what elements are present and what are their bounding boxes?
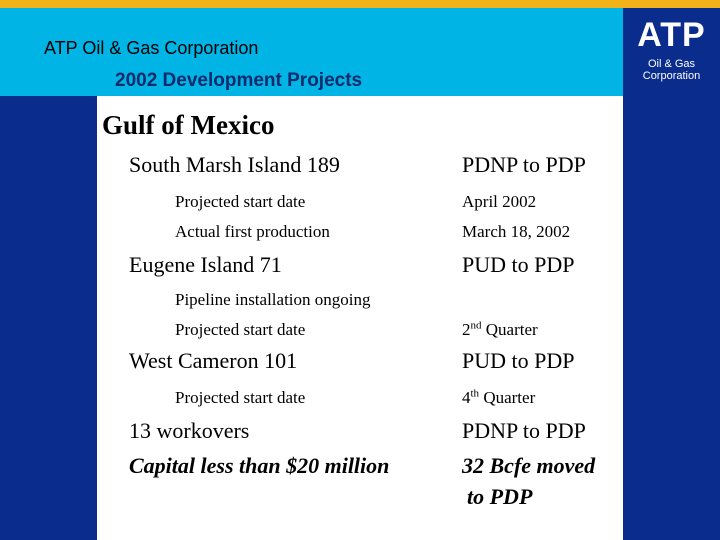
top-accent-stripe: [0, 0, 720, 8]
workovers-label: 13 workovers: [129, 418, 250, 443]
bcfe-moved-line2: to PDP: [467, 484, 533, 509]
pipeline-note-ei71: Pipeline installation ongoing: [175, 290, 371, 309]
right-side-bar: [623, 96, 720, 540]
bcfe-moved-line1: 32 Bcfe moved: [462, 453, 596, 478]
logo-tagline-line1: Oil & Gas: [647, 58, 696, 70]
project-name-ei71: Eugene Island 71: [129, 252, 282, 277]
start-label-wc101: Projected start date: [175, 388, 306, 407]
workovers-status: PDNP to PDP: [462, 418, 586, 443]
atp-logo: [623, 8, 720, 96]
company-name: ATP Oil & Gas Corporation: [44, 38, 259, 58]
project-status-ei71: PUD to PDP: [462, 252, 575, 277]
project-status-smi189: PDNP to PDP: [462, 152, 586, 177]
start-value-wc101-suffix: th: [470, 387, 480, 400]
logo-tagline-line2: Corporation: [642, 70, 701, 82]
start-label-smi189: Projected start date: [175, 192, 306, 211]
slide-subtitle: 2002 Development Projects: [115, 70, 363, 91]
production-label-smi189: Actual first production: [175, 222, 330, 241]
logo-tagline: [623, 58, 720, 82]
project-status-wc101: PUD to PDP: [462, 348, 575, 373]
start-value-ei71-number: 2: [462, 320, 471, 339]
start-value-wc101-number: 4: [462, 388, 471, 407]
start-label-ei71: Projected start date: [175, 320, 306, 339]
project-name-wc101: West Cameron 101: [129, 348, 298, 373]
left-side-bar: [0, 96, 97, 540]
logo-wordmark: ATP: [637, 16, 706, 54]
start-value-wc101-rest: Quarter: [479, 388, 536, 407]
region-heading: Gulf of Mexico: [102, 110, 275, 140]
start-value-ei71: [462, 320, 538, 340]
start-value-ei71-rest: Quarter: [481, 320, 538, 339]
start-value-ei71-suffix: nd: [470, 319, 482, 332]
start-value-smi189: April 2002: [462, 192, 537, 211]
header-band: [0, 8, 720, 96]
capital-note: Capital less than $20 million: [129, 453, 390, 478]
project-name-smi189: South Marsh Island 189: [129, 152, 340, 177]
production-value-smi189: March 18, 2002: [462, 222, 571, 241]
start-value-wc101: [462, 388, 535, 408]
